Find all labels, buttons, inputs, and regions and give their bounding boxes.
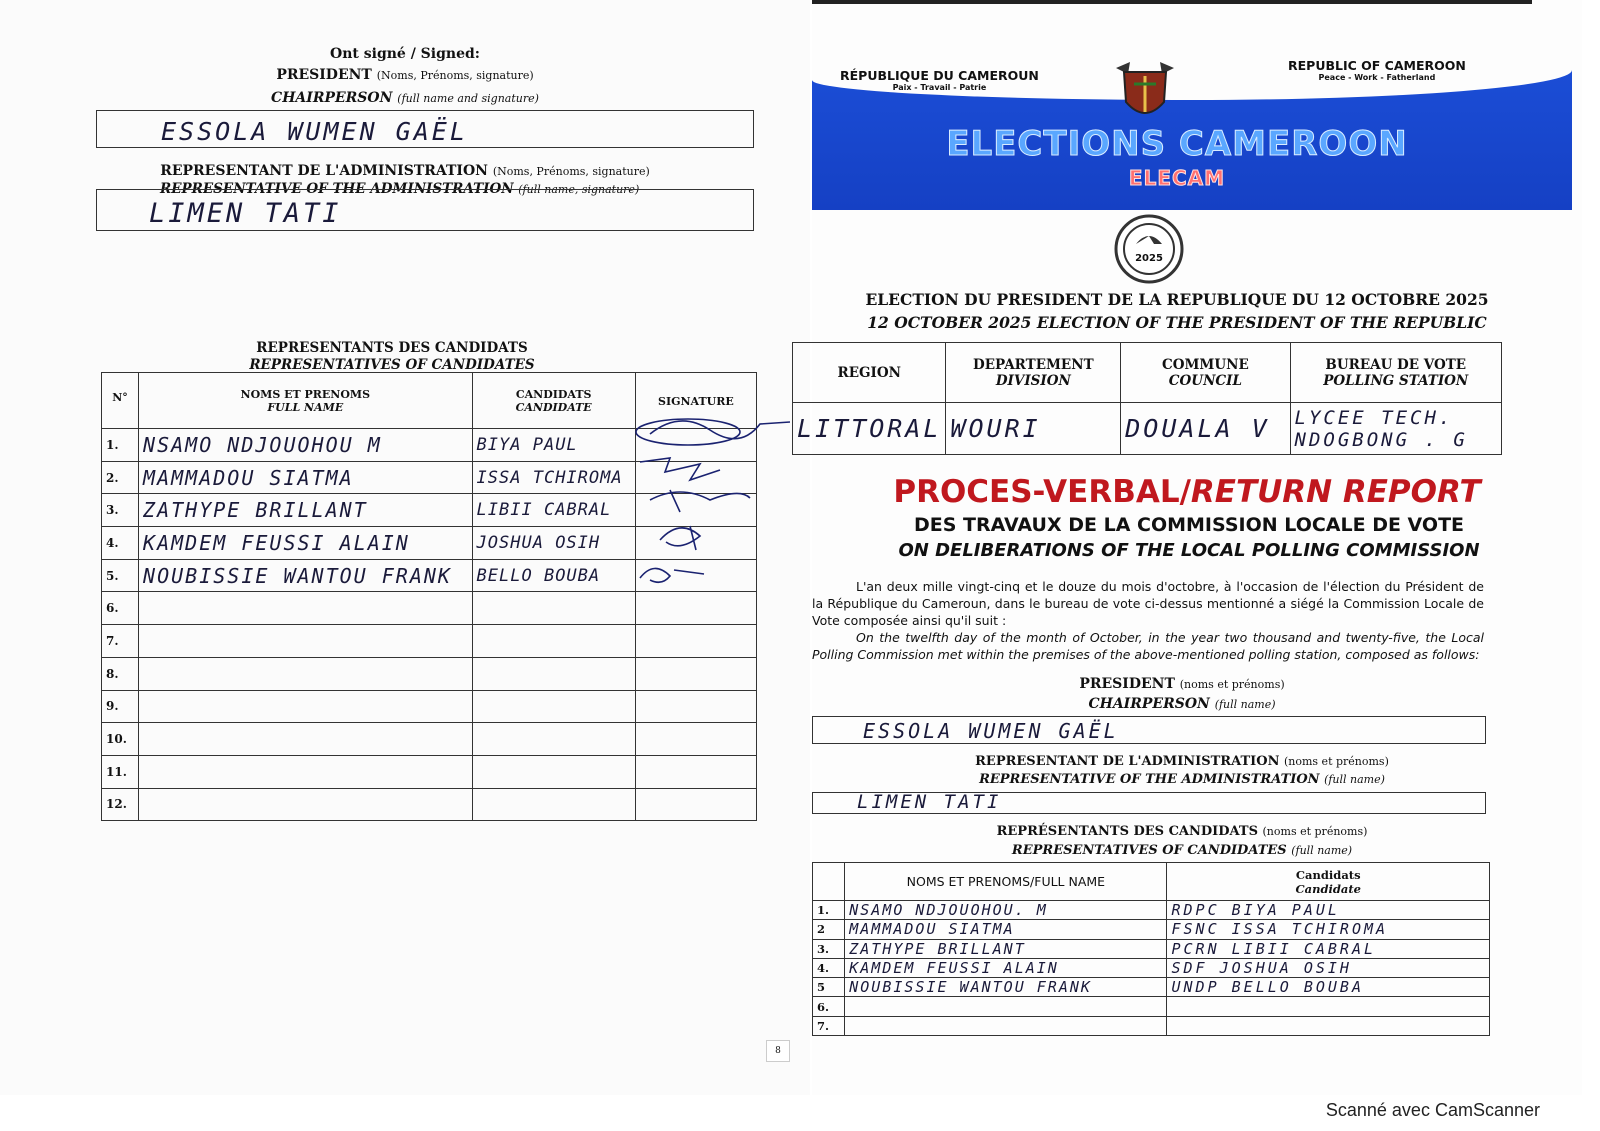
- candidate-name[interactable]: BELLO BOUBA: [472, 559, 635, 592]
- candidate-name[interactable]: [472, 755, 635, 788]
- r-president-label-en: [782, 696, 1582, 712]
- location-header-en: DIVISION: [995, 372, 1071, 389]
- row-number: 7.: [813, 1016, 845, 1035]
- admin-fr: REPRESENTANT DE L'ADMINISTRATION: [160, 163, 488, 179]
- table-row: [102, 690, 757, 723]
- r-col-name: NOMS ET PRENOMS/FULL NAME: [845, 863, 1167, 901]
- representative-name[interactable]: KAMDEM FEUSSI ALAIN: [845, 958, 1167, 977]
- representative-name[interactable]: [139, 755, 473, 788]
- table-row: [813, 978, 1490, 997]
- paragraph-en: On the twelfth day of the month of October, in the year two thousand and twenty-five, the Local Polling Commission met within the premises of the above-mentioned polling station, composed as follows:: [812, 630, 1484, 662]
- president-en-note: (full name and signature): [397, 92, 539, 105]
- row-number: 3.: [102, 494, 139, 527]
- col-candidate-en: CANDIDATE: [515, 400, 592, 414]
- president-fr-note: (Noms, Prénoms, signature): [376, 69, 534, 82]
- paragraph-fr: L'an deux mille vingt-cinq et le douze du mois d'octobre, à l'occasion de l'élection du Président de la République du Cameroun, dans le bureau de vote ci-dessus mentionné a siégé la Commission Locale de Vote composée ainsi qu'il suit :: [812, 579, 1484, 628]
- signature-3-mark: [650, 490, 750, 512]
- admin-value: LIMEN TATI: [149, 198, 342, 229]
- row-number: 6.: [102, 592, 139, 625]
- row-number: 5: [813, 978, 845, 997]
- row-number: 1.: [813, 901, 845, 920]
- candidate-name[interactable]: LIBII CABRAL: [472, 494, 635, 527]
- representative-name[interactable]: [139, 723, 473, 756]
- candidate-name[interactable]: BIYA PAUL: [472, 429, 635, 462]
- r-col-candidate: [1167, 863, 1490, 901]
- republic-en-label: REPUBLIC OF CAMEROON: [1288, 58, 1466, 73]
- signature-cell[interactable]: [635, 723, 756, 756]
- signature-2-mark: [640, 458, 720, 480]
- r-col-candidate-en: Candidate: [1295, 881, 1361, 896]
- location-value[interactable]: LITTORAL: [793, 403, 946, 455]
- representative-name[interactable]: [139, 690, 473, 723]
- signature-5-mark: [640, 568, 704, 582]
- candidate-name[interactable]: [472, 788, 635, 821]
- candidate-name[interactable]: PCRN LIBII CABRAL: [1167, 939, 1490, 958]
- r-admin-en-note: (full name): [1324, 773, 1385, 786]
- row-number: 6.: [813, 997, 845, 1016]
- representative-name[interactable]: NOUBISSIE WANTOU FRANK: [139, 559, 473, 592]
- row-number: 4.: [813, 958, 845, 977]
- r-president-fr: PRESIDENT: [1079, 676, 1175, 692]
- signature-1-line: [650, 421, 790, 439]
- representative-name[interactable]: NSAMO NDJOUOHOU M: [139, 429, 473, 462]
- representative-name[interactable]: MAMMADOU SIATMA: [139, 461, 473, 494]
- admin-en: REPRESENTATIVE OF THE ADMINISTRATION: [160, 181, 514, 197]
- republic-en: [1288, 58, 1466, 82]
- president-label-fr: [0, 67, 810, 83]
- admin-field[interactable]: [96, 189, 754, 231]
- org-short: ELECAM: [1128, 166, 1226, 190]
- signature-cell[interactable]: [635, 690, 756, 723]
- col-signature: SIGNATURE: [635, 373, 756, 429]
- representative-name[interactable]: [139, 788, 473, 821]
- location-header: [1290, 343, 1501, 403]
- r-reps-label-fr: [782, 824, 1582, 839]
- president-en: CHAIRPERSON: [271, 90, 393, 106]
- r-president-field[interactable]: [812, 716, 1486, 744]
- candidate-name[interactable]: [472, 625, 635, 658]
- row-number: 5.: [102, 559, 139, 592]
- location-header: [1121, 343, 1290, 403]
- candidate-name[interactable]: [472, 592, 635, 625]
- row-number: 11.: [102, 755, 139, 788]
- r-reps-fr-note: (noms et prénoms): [1262, 825, 1368, 838]
- table-row: [102, 592, 757, 625]
- scanner-watermark: Scanné avec CamScanner: [1325, 1100, 1540, 1120]
- row-number: 7.: [102, 625, 139, 658]
- president-value: ESSOLA WUMEN GAËL: [161, 117, 468, 146]
- president-field[interactable]: [96, 110, 754, 148]
- report-title-fr: PROCES-VERBAL/: [893, 474, 1191, 510]
- r-admin-label-en: [782, 772, 1582, 787]
- table-row: [102, 788, 757, 821]
- r-president-fr-note: (noms et prénoms): [1179, 678, 1285, 691]
- r-admin-field[interactable]: [812, 792, 1486, 814]
- reps-title-en: REPRESENTATIVES OF CANDIDATES: [249, 357, 535, 373]
- reps-title-fr: REPRESENTANTS DES CANDIDATS: [256, 340, 528, 356]
- r-admin-fr: REPRESENTANT DE L'ADMINISTRATION: [975, 754, 1280, 769]
- representative-name[interactable]: NSAMO NDJOUOHOU. M: [845, 901, 1167, 920]
- col-no: N°: [102, 373, 139, 429]
- table-row: [813, 939, 1490, 958]
- r-col-candidate-fr: Candidats: [1295, 867, 1361, 882]
- r-admin-en: REPRESENTATIVE OF THE ADMINISTRATION: [979, 772, 1320, 787]
- candidate-name[interactable]: RDPC BIYA PAUL: [1167, 901, 1490, 920]
- president-fr: PRESIDENT: [276, 67, 372, 83]
- signature-cell[interactable]: [635, 625, 756, 658]
- representative-name[interactable]: NOUBISSIE WANTOU FRANK: [845, 978, 1167, 997]
- table-row: [102, 625, 757, 658]
- signatures-scribbles: [610, 400, 800, 590]
- representative-name[interactable]: MAMMADOU SIATMA: [845, 920, 1167, 939]
- candidate-name[interactable]: [1167, 997, 1490, 1016]
- representative-name[interactable]: ZATHYPE BRILLANT: [845, 939, 1167, 958]
- candidate-name[interactable]: UNDP BELLO BOUBA: [1167, 978, 1490, 997]
- representative-name[interactable]: [139, 625, 473, 658]
- col-name-fr: NOMS ET PRENOMS: [240, 387, 371, 401]
- row-number: 2: [813, 920, 845, 939]
- representative-name[interactable]: [845, 997, 1167, 1016]
- r-reps-label-en: [782, 843, 1582, 858]
- election-title-fr: ELECTION DU PRESIDENT DE LA REPUBLIQUE DU 12 OCTOBRE 2025: [865, 290, 1489, 309]
- table-row: [813, 920, 1490, 939]
- location-header-fr: DEPARTEMENT: [973, 356, 1094, 373]
- r-president-label-fr: [782, 676, 1582, 692]
- representative-name[interactable]: [139, 592, 473, 625]
- signature-4-mark: [660, 526, 700, 550]
- report-title: [792, 474, 1582, 510]
- report-paragraph: [812, 578, 1484, 663]
- r-president-value: ESSOLA WUMEN GAËL: [863, 719, 1119, 743]
- location-header: [793, 343, 946, 403]
- r-representatives-table: [812, 862, 1490, 1036]
- row-number: 4.: [102, 527, 139, 560]
- candidate-name[interactable]: FSNC ISSA TCHIROMA: [1167, 920, 1490, 939]
- candidate-name[interactable]: ISSA TCHIROMA: [472, 461, 635, 494]
- admin-label-fr: [0, 163, 810, 179]
- table-row: [102, 723, 757, 756]
- r-president-en: CHAIRPERSON: [1088, 696, 1210, 712]
- report-subtitle-fr: DES TRAVAUX DE LA COMMISSION LOCALE DE VOTE: [913, 514, 1465, 536]
- r-reps-fr: REPRÉSENTANTS DES CANDIDATS: [996, 824, 1258, 839]
- col-name: [139, 373, 473, 429]
- row-number: 3.: [813, 939, 845, 958]
- representative-name[interactable]: [845, 1016, 1167, 1035]
- col-name-en: FULL NAME: [267, 400, 344, 414]
- col-candidate-fr: CANDIDATS: [515, 387, 592, 401]
- location-header-fr: REGION: [837, 364, 901, 381]
- r-admin-fr-note: (noms et prénoms): [1283, 755, 1389, 768]
- republic-fr-label: RÉPUBLIQUE DU CAMEROUN: [840, 68, 1039, 83]
- location-value[interactable]: DOUALA V: [1121, 403, 1290, 455]
- president-label-en: [0, 90, 810, 106]
- table-row: [102, 657, 757, 690]
- candidate-name[interactable]: SDF JOSHUA OSIH: [1167, 958, 1490, 977]
- row-number: 8.: [102, 657, 139, 690]
- top-edge: [812, 0, 1532, 4]
- table-row: [813, 997, 1490, 1016]
- r-representatives-table-body: [813, 901, 1490, 1036]
- seal-year: 2025: [1135, 253, 1163, 264]
- row-number: 9.: [102, 690, 139, 723]
- location-header-fr: COMMUNE: [1161, 356, 1249, 373]
- signed-heading: Ont signé / Signed:: [330, 46, 480, 62]
- right-page: [797, 0, 1582, 1095]
- table-row: [813, 958, 1490, 977]
- location-value[interactable]: WOURI: [946, 403, 1121, 455]
- republic-fr-motto: Paix - Travail - Patrie: [892, 83, 987, 92]
- row-number: 10.: [102, 723, 139, 756]
- org-title: ELECTIONS CAMEROON: [946, 124, 1408, 164]
- location-header-en: COUNCIL: [1168, 372, 1242, 389]
- coat-of-arms-icon: [1108, 58, 1182, 126]
- row-number: 12.: [102, 788, 139, 821]
- report-subtitle-en: ON DELIBERATIONS OF THE LOCAL POLLING COMMISSION: [898, 540, 1480, 561]
- signature-cell[interactable]: [635, 657, 756, 690]
- admin-fr-note: (Noms, Prénoms, signature): [492, 165, 650, 178]
- candidate-name[interactable]: [472, 690, 635, 723]
- table-row: [813, 1016, 1490, 1035]
- r-president-en-note: (full name): [1214, 698, 1276, 711]
- representative-name[interactable]: ZATHYPE BRILLANT: [139, 494, 473, 527]
- r-admin-label-fr: [782, 754, 1582, 769]
- r-reps-en-note: (full name): [1291, 844, 1353, 857]
- location-table: [792, 342, 1502, 455]
- representative-name[interactable]: [139, 657, 473, 690]
- r-admin-value: LIMEN TATI: [857, 791, 1002, 813]
- location-value[interactable]: LYCEE TECH. NDOGBONG . G: [1290, 403, 1501, 455]
- seal-icon: [1114, 214, 1184, 284]
- republic-en-motto: Peace - Work - Fatherland: [1318, 73, 1436, 82]
- row-number: 2.: [102, 461, 139, 494]
- admin-en-note: (full name, signature): [518, 183, 640, 196]
- signature-cell[interactable]: [635, 592, 756, 625]
- location-header: [946, 343, 1121, 403]
- r-col-no: [813, 863, 845, 901]
- candidate-name[interactable]: [1167, 1016, 1490, 1035]
- location-header-fr: BUREAU DE VOTE: [1325, 356, 1467, 373]
- election-title-en: 12 OCTOBER 2025 ELECTION OF THE PRESIDENT OF THE REPUBLIC: [867, 313, 1487, 332]
- row-number: 1.: [102, 429, 139, 462]
- signature-cell[interactable]: [635, 755, 756, 788]
- r-reps-en: REPRESENTATIVES OF CANDIDATES: [1011, 843, 1287, 858]
- candidate-name[interactable]: [472, 723, 635, 756]
- page-number: 8: [766, 1040, 790, 1062]
- candidate-name[interactable]: JOSHUA OSIH: [472, 527, 635, 560]
- republic-fr: [840, 68, 1039, 92]
- report-title-en: RETURN REPORT: [1190, 474, 1481, 510]
- candidate-name[interactable]: [472, 657, 635, 690]
- table-row: [813, 901, 1490, 920]
- representative-name[interactable]: KAMDEM FEUSSI ALAIN: [139, 527, 473, 560]
- left-page: [0, 0, 810, 1095]
- table-row: [102, 755, 757, 788]
- location-header-en: POLLING STATION: [1323, 372, 1469, 389]
- signature-cell[interactable]: [635, 788, 756, 821]
